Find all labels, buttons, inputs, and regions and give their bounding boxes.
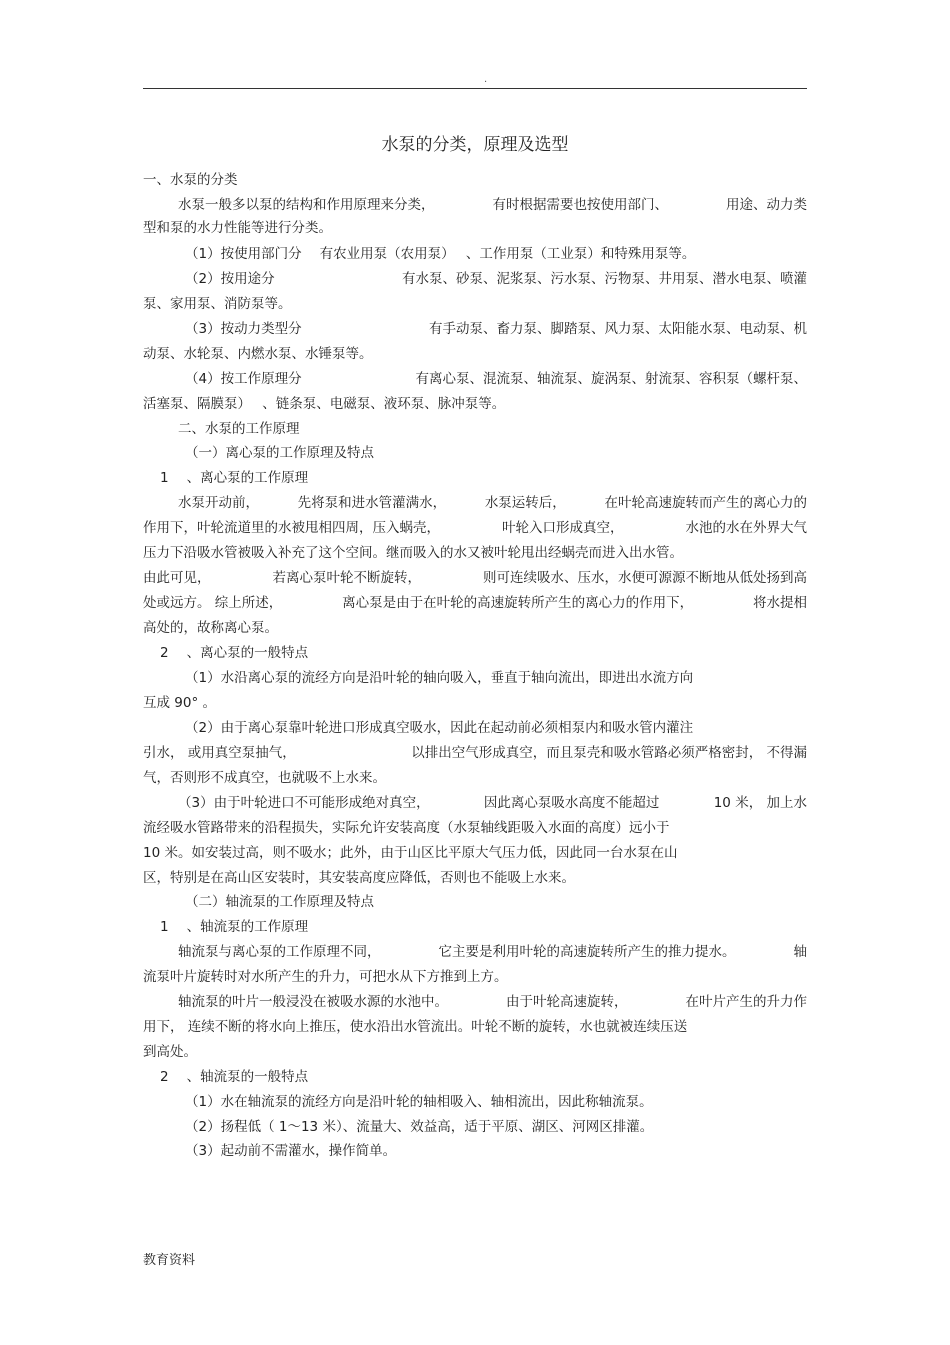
text-segment: 水池的水在外界大气	[685, 520, 807, 536]
text-line	[185, 320, 807, 338]
text-line	[185, 444, 374, 462]
text-segment: 轴流泵的叶片一般浸没在被吸水源的水池中。	[178, 994, 448, 1010]
text-segment: 流泵叶片旋转时对水所产生的升力，可把水从下方推到上方。	[143, 969, 508, 985]
text-line	[143, 968, 508, 986]
text-segment: 有离心泵、混流泵、轴流泵、旋涡泵、射流泵、容积泵（螺杆泵、	[415, 371, 807, 387]
text-segment: （二）轴流泵的工作原理及特点	[185, 894, 374, 910]
text-line	[143, 819, 670, 837]
text-line	[178, 494, 807, 512]
text-line	[143, 544, 683, 562]
text-segment: 有时根据需要也按使用部门、	[492, 197, 668, 213]
text-segment: 泵、家用泵、消防泵等。	[143, 296, 292, 312]
text-line	[160, 1068, 308, 1086]
text-segment: 先将泵和进水管灌满水，	[297, 495, 447, 511]
text-line	[143, 395, 505, 413]
text-line	[143, 619, 278, 637]
text-line	[185, 245, 695, 263]
text-segment: 由于叶轮高速旋转，	[506, 994, 628, 1010]
text-segment: 叶轮入口形成真空，	[502, 520, 624, 536]
text-line	[143, 569, 807, 587]
text-segment: 水泵运转后，	[484, 495, 566, 511]
text-segment: （2）按用途分	[185, 271, 275, 287]
text-segment: 二、水泵的工作原理	[178, 421, 300, 437]
text-segment: 10 米。如安装过高，则不吸水；此外，由于山区比平原大气压力低，因此同一台水泵在山	[143, 845, 678, 861]
document-title: 水泵的分类，原理及选型	[381, 135, 569, 155]
text-segment: 因此离心泵吸水高度不能超过	[483, 795, 660, 811]
text-line	[160, 644, 308, 662]
text-line	[160, 918, 308, 936]
text-segment: 气，否则形不成真空，也就吸不上水来。	[143, 770, 386, 786]
text-segment: 、工作用泵（工业泵）和特殊用泵等。	[465, 246, 696, 262]
text-segment: 一、水泵的分类	[143, 172, 238, 188]
text-segment: 用途、动力类	[726, 197, 807, 213]
text-line	[185, 893, 374, 911]
text-line	[143, 1043, 197, 1061]
header-rule	[143, 88, 807, 89]
text-line	[143, 844, 677, 862]
text-segment: 区，特别是在高山区安装时，其安装高度应降低，否则也不能吸上水来。	[143, 870, 575, 886]
text-segment: （1）按使用部门分	[185, 246, 302, 262]
text-segment: 作用下，叶轮流道里的水被甩相四周，压入蜗壳，	[143, 520, 440, 536]
text-line	[143, 594, 807, 612]
text-line	[143, 519, 807, 537]
text-segment: 轴流泵与离心泵的工作原理不同，	[178, 944, 381, 960]
header-dot: .	[484, 74, 488, 85]
text-segment: （2）由于离心泵靠叶轮进口形成真空吸水，因此在起动前必须相泵内和吸水管内灌注	[185, 720, 694, 736]
text-segment: 将水提相	[752, 595, 807, 611]
text-segment: （3）起动前不需灌水，操作简单。	[185, 1143, 397, 1159]
text-segment: 互成 90° 。	[143, 695, 217, 711]
text-line	[160, 469, 308, 487]
text-line	[178, 993, 807, 1011]
text-line	[143, 295, 292, 313]
text-segment: 2	[160, 1069, 169, 1085]
text-segment: 、轴流泵的工作原理	[186, 919, 309, 935]
text-segment: 2	[160, 645, 169, 661]
text-segment: 在叶轮高速旋转而产生的离心力的	[604, 495, 807, 511]
text-segment: 处或远方。 综上所述，	[143, 595, 283, 611]
text-line	[185, 669, 693, 687]
text-segment: 用下， 连续不断的将水向上推压，使水沿出水管流出。叶轮不断的旋转，水也就被连续压送	[143, 1019, 688, 1035]
text-segment: （4）按工作原理分	[185, 371, 302, 387]
text-segment: 若离心泵叶轮不断旋转，	[272, 570, 421, 586]
text-segment: 、链条泵、电磁泵、液环泵、脉冲泵等。	[262, 396, 506, 412]
text-line	[185, 1142, 396, 1160]
text-line	[143, 869, 575, 887]
text-segment: 离心泵是由于在叶轮的高速旋转所产生的离心力的作用下，	[342, 595, 694, 611]
text-line	[178, 943, 807, 961]
text-segment: （3）由于叶轮进口不可能形成绝对真空，	[178, 795, 430, 811]
text-segment: 有农业用泵（农用泵）	[319, 246, 448, 262]
text-segment: 高处的，故称离心泵。	[143, 620, 278, 636]
text-segment: 流经吸水管路带来的沿程损失，实际允许安装高度（水泵轴线距吸入水面的高度）远小于	[143, 820, 670, 836]
text-segment: 则可连续吸水、压水，水便可源源不断地从低处扬到高	[483, 570, 807, 586]
text-segment: 1	[160, 919, 169, 935]
text-segment: 动泵、水轮泵、内燃水泵、水锤泵等。	[143, 346, 373, 362]
text-line	[143, 345, 373, 363]
text-line	[143, 744, 807, 762]
text-segment: 有手动泵、畜力泵、脚踏泵、风力泵、太阳能水泵、电动泵、机	[429, 321, 807, 337]
footer-label: 教育资料	[143, 1253, 196, 1268]
text-segment: （3）按动力类型分	[185, 321, 302, 337]
text-segment: 活塞泵、隔膜泵）	[143, 396, 245, 412]
text-segment: 型和泵的水力性能等进行分类。	[143, 220, 332, 236]
text-line	[185, 370, 807, 388]
text-segment: 以排出空气形成真空，而且泵壳和吸水管路必须严格密封， 不得漏	[411, 745, 807, 761]
text-segment: 、离心泵的工作原理	[186, 470, 309, 486]
text-segment: 、轴流泵的一般特点	[186, 1069, 309, 1085]
text-line	[143, 769, 386, 787]
text-line	[185, 270, 807, 288]
text-segment: （1）水沿离心泵的流经方向是沿叶轮的轴向吸入，垂直于轴向流出，即进出水流方向	[185, 670, 694, 686]
text-segment: 有水泵、砂泵、泥浆泵、污水泵、污物泵、井用泵、潜水电泵、喷灌	[402, 271, 807, 287]
text-segment: 到高处。	[143, 1044, 197, 1060]
text-line	[185, 1118, 653, 1136]
text-segment: 水泵开动前，	[178, 495, 259, 511]
text-segment: 在叶片产生的升力作	[685, 994, 807, 1010]
text-segment: 、离心泵的一般特点	[186, 645, 309, 661]
text-segment: 压力下沿吸水管被吸入补充了这个空间。继而吸入的水又被叶轮甩出经蜗壳而进入出水管。	[143, 545, 683, 561]
text-line	[143, 219, 332, 237]
text-line	[185, 1093, 653, 1111]
text-line	[143, 1018, 687, 1036]
text-segment: 10 米， 加上水	[713, 795, 807, 811]
text-segment: （1）水在轴流泵的流经方向是沿叶轮的轴相吸入、轴相流出，因此称轴流泵。	[185, 1094, 653, 1110]
text-segment: 1	[160, 470, 169, 486]
text-segment: （一）离心泵的工作原理及特点	[185, 445, 374, 461]
text-line	[178, 420, 300, 438]
text-segment: 轴	[793, 944, 807, 960]
text-segment: 引水， 或用真空泵抽气，	[143, 745, 296, 761]
text-segment: 它主要是利用叶轮的高速旋转所产生的推力提水。	[438, 944, 736, 960]
text-line	[178, 794, 807, 812]
text-segment: 水泵一般多以泵的结构和作用原理来分类，	[178, 197, 435, 213]
text-segment: 由此可见，	[143, 570, 211, 586]
text-line	[143, 171, 238, 189]
text-line	[185, 719, 693, 737]
text-segment: （2）扬程低（ 1～13 米）、流量大、效益高，适于平原、湖区、河网区排灌。	[185, 1119, 654, 1135]
text-line	[178, 196, 807, 214]
text-line	[143, 694, 216, 712]
